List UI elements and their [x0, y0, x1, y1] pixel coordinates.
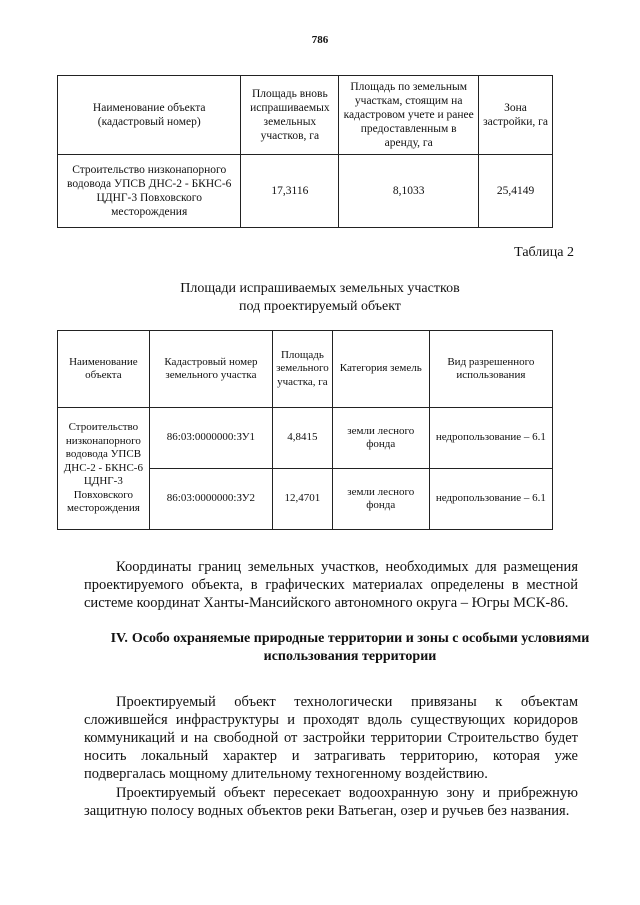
section-number: IV.: [110, 631, 128, 646]
table-row: [58, 408, 553, 469]
header-construction-zone: Зона застройки, га: [479, 76, 553, 155]
table-header-row: [58, 331, 553, 408]
table-row: [58, 155, 553, 228]
header-plot-area: Площадь земельного участка, га: [273, 331, 333, 408]
section-heading: [110, 630, 590, 666]
cell-land-category: земли лесного фонда: [332, 408, 429, 469]
cell-cadastral-number: 86:03:0000000:ЗУ1: [149, 408, 272, 469]
paragraph-text: Проектируемый объект технологически привязаны к объектам сложившейся инфраструктуры и проходят вдоль существующих коридоров коммуникаций и на свободной от застройки территории Строительство будет носить локальный характер и затрагивать территорию, которая уже подвергалась мощному длительному техногенному воздействию.: [84, 694, 578, 782]
section-title: Особо охраняемые природные территории и зоны с особыми условиями использования территории: [131, 631, 590, 664]
cell-object-name: Строительство низконапорного водовода УПСВ ДНС-2 - БКНС-6 ЦДНГ-3 Повховского месторождения: [58, 155, 241, 228]
body-paragraph: [84, 784, 578, 820]
header-registered-area: Площадь по земельным участкам, стоящим на кадастровом учете и ранее предоставленным в аренду, га: [339, 76, 479, 155]
land-area-summary-table: [57, 75, 553, 228]
cell-land-category: земли лесного фонда: [332, 469, 429, 530]
body-paragraph: [84, 693, 578, 783]
header-permitted-use: Вид разрешенного использования: [429, 331, 552, 408]
header-cadastral-number: Кадастровый номер земельного участка: [149, 331, 272, 408]
cell-permitted-use: недропользование – 6.1: [429, 408, 552, 469]
paragraph-text: Проектируемый объект пересекает водоохранную зону и прибрежную защитную полосу водных объектов реки Ватьеган, озер и ручьев без названия.: [84, 785, 578, 819]
table-header-row: [58, 76, 553, 155]
table-title-line: под проектируемый объект: [239, 299, 401, 314]
cell-plot-area: 12,4701: [273, 469, 333, 530]
cell-cadastral-number: 86:03:0000000:ЗУ2: [149, 469, 272, 530]
table-title: [0, 280, 640, 316]
coordinates-paragraph: [84, 558, 578, 612]
requested-land-plots-table: [57, 330, 553, 530]
cell-object-name: Строительство низконапорного водовода УПСВ ДНС-2 - БКНС-6 ЦДНГ-3 Повховского месторождения: [58, 408, 150, 530]
cell-new-area: 17,3116: [241, 155, 339, 228]
header-new-area: Площадь вновь испрашиваемых земельных участков, га: [241, 76, 339, 155]
table-caption: Таблица 2: [514, 245, 574, 260]
page-number: 786: [311, 34, 329, 46]
cell-registered-area: 8,1033: [339, 155, 479, 228]
cell-plot-area: 4,8415: [273, 408, 333, 469]
paragraph-text: Координаты границ земельных участков, необходимых для размещения проектируемого объекта, в графических материалах определены в местной системе координат Ханты-Мансийского автономного округа – Югры МСК-86.: [84, 559, 578, 611]
cell-construction-zone: 25,4149: [479, 155, 553, 228]
header-object-name: Наименование объекта: [58, 331, 150, 408]
header-land-category: Категория земель: [332, 331, 429, 408]
cell-permitted-use: недропользование – 6.1: [429, 469, 552, 530]
table-title-line: Площади испрашиваемых земельных участков: [180, 281, 460, 296]
header-object-name: Наименование объекта (кадастровый номер): [58, 76, 241, 155]
